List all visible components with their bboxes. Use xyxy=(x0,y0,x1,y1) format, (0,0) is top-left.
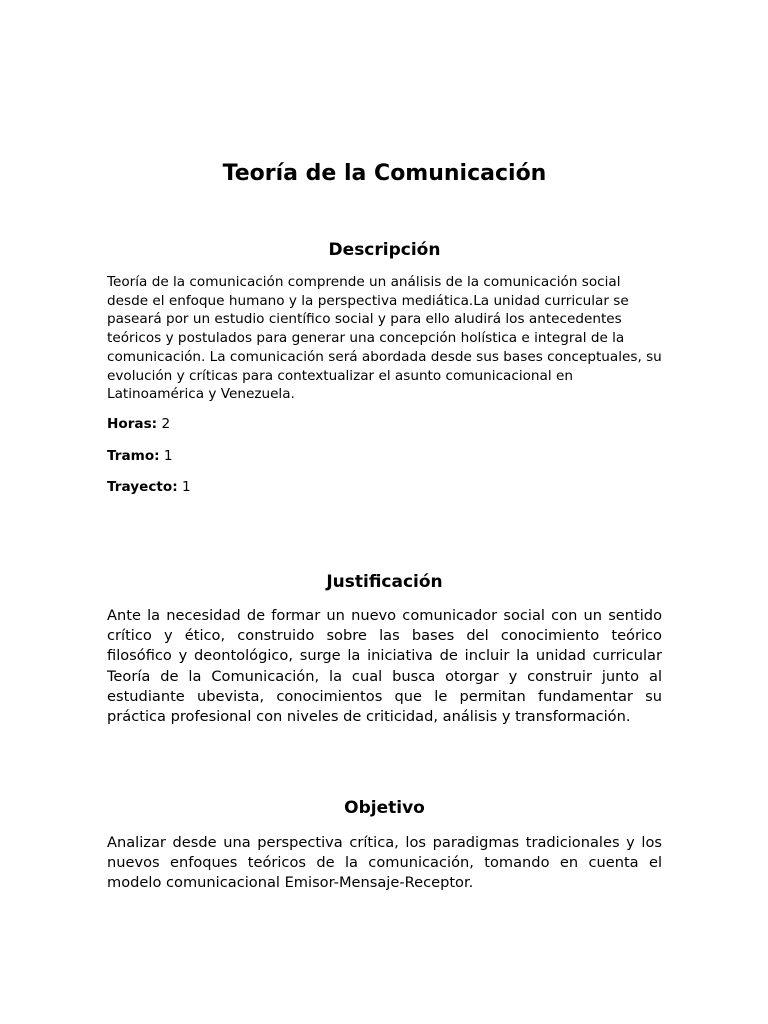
meta-tramo xyxy=(107,447,173,465)
section-heading-objetivo: Objetivo xyxy=(344,798,425,818)
meta-trayecto-value: 1 xyxy=(177,479,191,495)
meta-horas xyxy=(107,415,170,433)
meta-horas-value: 2 xyxy=(157,416,171,432)
section-heading-descripcion: Descripción xyxy=(328,240,441,260)
objetivo-paragraph: Analizar desde una perspectiva crítica, los paradigmas tradicionales y los nuevos enfoques teóricos de la comunicación, tomando en cuenta el modelo comunicacional Emisor-Mensaje-Receptor. xyxy=(107,834,662,892)
meta-trayecto xyxy=(107,478,191,496)
section-heading-justificacion: Justificación xyxy=(326,572,443,592)
meta-tramo-label: Tramo: xyxy=(107,448,160,464)
justificacion-paragraph: Ante la necesidad de formar un nuevo comunicador social con un sentido crítico y ético, construido sobre las bases del conocimiento teórico filosófico y deontológico, surge la iniciativa de incluir la unidad curricular Teoría de la Comunicación, la cual busca otorgar y construir junto al estudiante ubevista, conocimientos que le permitan fundamentar su práctica profesional con niveles de criticidad, análisis y transformación. xyxy=(107,607,662,726)
document-page xyxy=(107,0,662,1024)
meta-horas-label: Horas: xyxy=(107,416,158,432)
meta-tramo-value: 1 xyxy=(159,448,173,464)
meta-trayecto-label: Trayecto: xyxy=(107,479,178,495)
descripcion-paragraph: Teoría de la comunicación comprende un análisis de la comunicación social desde el enfoque humano y la perspectiva mediática.La unidad curricular se paseará por un estudio científico social y para ello aludirá los antecedentes teóricos y postulados para generar una concepción holística e integral de la comunicación. La comunicación será abordada desde sus bases conceptuales, su evolución y críticas para contextualizar el asunto comunicacional en Latinoamérica y Venezuela. xyxy=(107,274,662,403)
document-title: Teoría de la Comunicación xyxy=(222,161,547,186)
